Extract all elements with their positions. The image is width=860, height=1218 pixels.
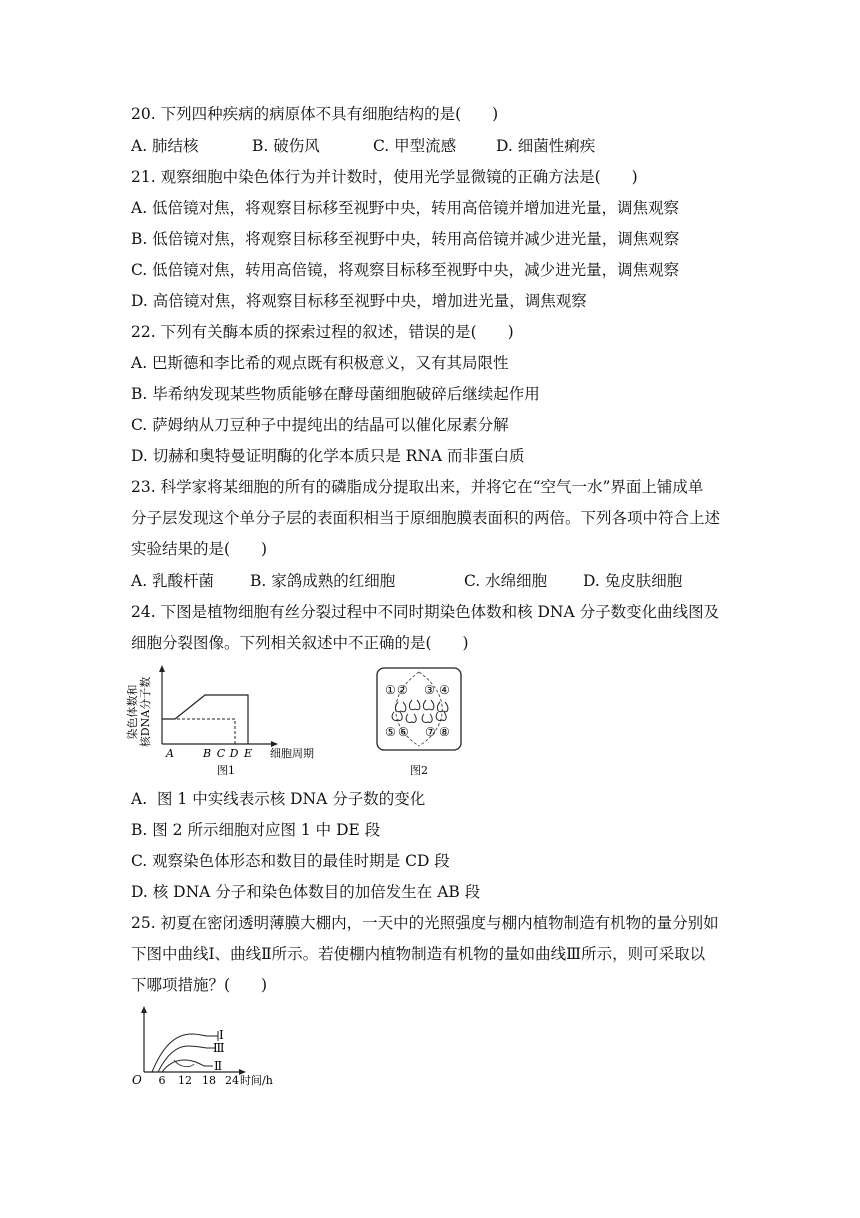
curve-label-ii: Ⅱ	[214, 1059, 223, 1073]
curve-iii	[158, 1046, 215, 1072]
fig1-tick-d: D	[229, 747, 239, 760]
q20-option-a: A. 肺结核	[131, 137, 199, 155]
svg-text:染色体数和: 染色体数和	[126, 684, 139, 740]
q24-option-c: C. 观察染色体形态和数目的最佳时期是 CD 段	[131, 852, 450, 870]
fig1-dashed-line	[162, 719, 235, 744]
fig1-solid-line	[162, 695, 248, 719]
cell-division-diagram	[368, 664, 468, 778]
chromosome-dna-chart	[128, 662, 328, 778]
fig25-tick-6: 6	[158, 1074, 166, 1087]
curve-label-iii: Ⅲ	[213, 1041, 225, 1055]
q23-options	[131, 571, 682, 591]
curve-ii	[162, 1060, 213, 1072]
fig2-label-2: ②	[397, 683, 408, 697]
curve-label-i: Ⅰ	[219, 1028, 224, 1042]
fig25-tick-18: 18	[202, 1074, 216, 1087]
q21-stem: 21. 观察细胞中染色体行为并计数时，使用光学显微镜的正确方法是( )	[131, 168, 638, 186]
q20-option-b: B. 破伤风	[252, 137, 320, 155]
q22-stem: 22. 下列有关酶本质的探索过程的叙述，错误的是( )	[131, 323, 514, 341]
chromosomes-upper	[395, 700, 447, 712]
fig1-ylabel	[125, 677, 152, 747]
fig1-tick-b: B	[202, 747, 212, 760]
q25-stem-line1: 25. 初夏在密闭透明薄膜大棚内，一天中的光照强度与棚内植物制造有机物的量分别如	[131, 914, 719, 932]
fig2-label-6: ⑥	[398, 725, 409, 739]
fig1-y-arrow	[159, 665, 165, 672]
q24-option-d: D. 核 DNA 分子和染色体数目的加倍发生在 AB 段	[131, 883, 481, 901]
light-organic-matter-chart	[128, 1004, 298, 1090]
q21-option-c: C. 低倍镜对焦，转用高倍镜，将观察目标移至视野中央，减少进光量，调焦观察	[131, 261, 680, 279]
q20-option-c: C. 甲型流感	[373, 137, 457, 155]
fig2-caption: 图2	[410, 764, 428, 777]
fig1-tick-c: C	[216, 747, 226, 760]
fig25-xlabel: 时间/h	[240, 1074, 273, 1087]
q24-stem-line1: 24. 下图是植物细胞有丝分裂过程中不同时期染色体数和核 DNA 分子数变化曲线图及	[131, 603, 720, 621]
q21-option-b: B. 低倍镜对焦，将观察目标移至视野中央，转用高倍镜并减少进光量，调焦观察	[131, 230, 680, 248]
q20-stem: 20. 下列四种疾病的病原体不具有细胞结构的是( )	[131, 105, 499, 123]
svg-text:核DNA分子数: 核DNA分子数	[139, 676, 152, 748]
q22-option-a: A. 巴斯德和李比希的观点既有积极意义，又有其局限性	[131, 354, 509, 372]
fig1-xlabel: 细胞周期	[270, 747, 314, 760]
fig2-label-8: ⑧	[439, 725, 450, 739]
q22-option-c: C. 萨姆纳从刀豆种子中提纯出的结晶可以催化尿素分解	[131, 416, 509, 434]
q23-option-c: C. 水绵细胞	[464, 572, 548, 590]
fig2-label-1: ①	[385, 683, 396, 697]
chromosomes-lower	[392, 712, 446, 722]
q21-option-a: A. 低倍镜对焦，将观察目标移至视野中央，转用高倍镜并增加进光量，调焦观察	[131, 199, 680, 217]
q23-stem-line3: 实验结果的是( )	[131, 540, 268, 558]
fig25-tick-12: 12	[178, 1074, 192, 1087]
q23-option-b: B. 家鸽成熟的红细胞	[250, 572, 396, 590]
q23-option-d: D. 兔皮肤细胞	[583, 572, 683, 590]
fig1-tick-e: E	[243, 747, 253, 760]
q23-stem-line1: 23. 科学家将某细胞的所有的磷脂成分提取出来，并将它在“空气一水”界面上铺成单	[131, 478, 704, 496]
q22-option-d: D. 切赫和奥特曼证明酶的化学本质只是 RNA 而非蛋白质	[131, 447, 525, 465]
q24-stem-line2: 细胞分裂图像。下列相关叙述中不正确的是( )	[131, 634, 469, 652]
fig2-label-5: ⑤	[385, 725, 396, 739]
q23-stem-line2: 分子层发现这个单分子层的表面积相当于原细胞膜表面积的两倍。下列各项中符合上述	[131, 509, 721, 527]
fig25-tick-24: 24	[225, 1074, 239, 1087]
q20-options	[131, 136, 595, 156]
fig2-label-7: ⑦	[425, 725, 436, 739]
q22-option-b: B. 毕希纳发现某些物质能够在酵母菌细胞破碎后继续起作用	[131, 385, 540, 403]
fig25-y-arrow	[141, 1006, 147, 1013]
fig2-label-3: ③	[424, 683, 435, 697]
q25-stem-line2: 下图中曲线Ⅰ、曲线Ⅱ所示。若使棚内植物制造有机物的量如曲线Ⅲ所示，则可采取以	[131, 945, 706, 963]
q25-stem-line3: 下哪项措施？( )	[131, 976, 268, 994]
fig1-caption: 图1	[217, 764, 235, 777]
fig2-label-4: ④	[439, 683, 450, 697]
q23-option-a: A. 乳酸杆菌	[131, 572, 215, 590]
q24-option-a: A. 图 1 中实线表示核 DNA 分子数的变化	[131, 790, 426, 808]
q20-option-d: D. 细菌性痢疾	[496, 137, 596, 155]
fig25-origin: O	[132, 1073, 142, 1087]
q24-option-b: B. 图 2 所示细胞对应图 1 中 DE 段	[131, 821, 381, 839]
fig1-tick-a: A	[166, 747, 174, 760]
q21-option-d: D. 高倍镜对焦，将观察目标移至视野中央，增加进光量，调焦观察	[131, 292, 587, 310]
